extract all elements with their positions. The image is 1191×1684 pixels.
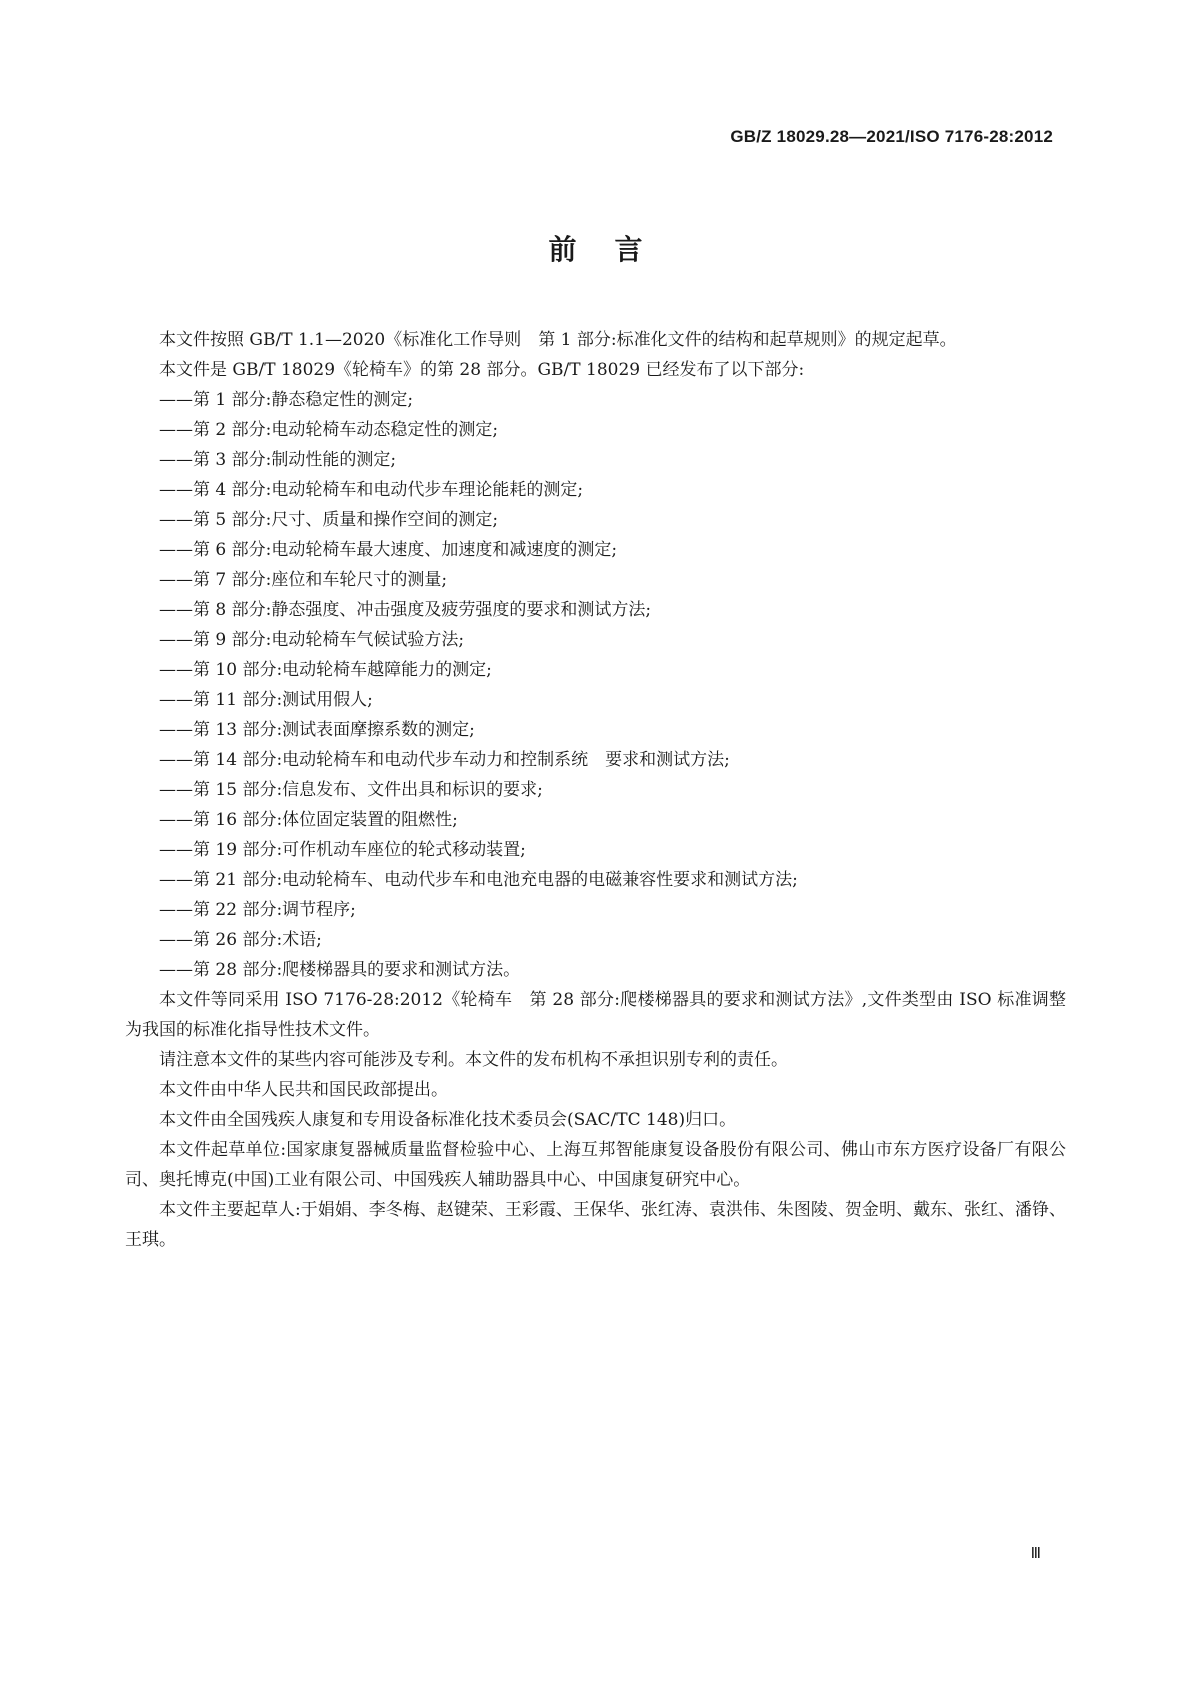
list-item: ——第 4 部分:电动轮椅车和电动代步车理论能耗的测定; — [159, 480, 584, 500]
list-item: ——第 8 部分:静态强度、冲击强度及疲劳强度的要求和测试方法; — [159, 600, 652, 620]
list-item: ——第 1 部分:静态稳定性的测定; — [159, 390, 414, 410]
list-item: ——第 9 部分:电动轮椅车气候试验方法; — [159, 630, 465, 650]
list-item: ——第 7 部分:座位和车轮尺寸的测量; — [159, 570, 448, 590]
list-item: ——第 3 部分:制动性能的测定; — [159, 450, 397, 470]
drafting-units-paragraph: 本文件起草单位:国家康复器械质量监督检验中心、上海互邦智能康复设备股份有限公司、佛山市东方医疗设备厂有限公司、奥托博克(中国)工业有限公司、中国残疾人辅助器具中心、中国康复研究中心。 — [125, 1140, 1066, 1190]
list-item: ——第 26 部分:术语; — [159, 930, 322, 950]
list-item: ——第 5 部分:尺寸、质量和操作空间的测定; — [159, 510, 499, 530]
page-number: Ⅲ — [1030, 1546, 1041, 1562]
drafters-paragraph: 本文件主要起草人:于娟娟、李冬梅、赵键荣、王彩霞、王保华、张红涛、袁洪伟、朱图陵、贺金明、戴东、张红、潘铮、王琪。 — [125, 1200, 1066, 1250]
document-body — [125, 325, 1066, 1255]
list-item: ——第 2 部分:电动轮椅车动态稳定性的测定; — [159, 420, 499, 440]
proposer-paragraph: 本文件由中华人民共和国民政部提出。 — [159, 1080, 448, 1100]
committee-paragraph: 本文件由全国残疾人康复和专用设备标准化技术委员会(SAC/TC 148)归口。 — [159, 1110, 737, 1130]
list-item: ——第 22 部分:调节程序; — [159, 900, 356, 920]
list-item: ——第 28 部分:爬楼梯器具的要求和测试方法。 — [159, 960, 521, 980]
list-item: ——第 21 部分:电动轮椅车、电动代步车和电池充电器的电磁兼容性要求和测试方法; — [159, 870, 798, 890]
list-item: ——第 10 部分:电动轮椅车越障能力的测定; — [159, 660, 492, 680]
standard-code: GB/Z 18029.28—2021/ISO 7176-28:2012 — [730, 127, 1053, 146]
list-item: ——第 16 部分:体位固定装置的阻燃性; — [159, 810, 458, 830]
patent-notice: 请注意本文件的某些内容可能涉及专利。本文件的发布机构不承担识别专利的责任。 — [159, 1050, 788, 1070]
page-title: 前言 — [548, 233, 681, 266]
list-item: ——第 14 部分:电动轮椅车和电动代步车动力和控制系统 要求和测试方法; — [159, 750, 730, 770]
list-item: ——第 6 部分:电动轮椅车最大速度、加速度和减速度的测定; — [159, 540, 618, 560]
adoption-paragraph: 本文件等同采用 ISO 7176-28:2012《轮椅车 第 28 部分:爬楼梯器具的要求和测试方法》,文件类型由 ISO 标准调整为我国的标准化指导性技术文件。 — [125, 990, 1066, 1040]
list-item: ——第 15 部分:信息发布、文件出具和标识的要求; — [159, 780, 543, 800]
list-item: ——第 19 部分:可作机动车座位的轮式移动装置; — [159, 840, 526, 860]
intro-paragraph: 本文件是 GB/T 18029《轮椅车》的第 28 部分。GB/T 18029 已经发布了以下部分: — [159, 360, 805, 380]
intro-paragraph: 本文件按照 GB/T 1.1—2020《标准化工作导则 第 1 部分:标准化文件的结构和起草规则》的规定起草。 — [159, 330, 957, 350]
list-item: ——第 11 部分:测试用假人; — [159, 690, 373, 710]
list-item: ——第 13 部分:测试表面摩擦系数的测定; — [159, 720, 475, 740]
